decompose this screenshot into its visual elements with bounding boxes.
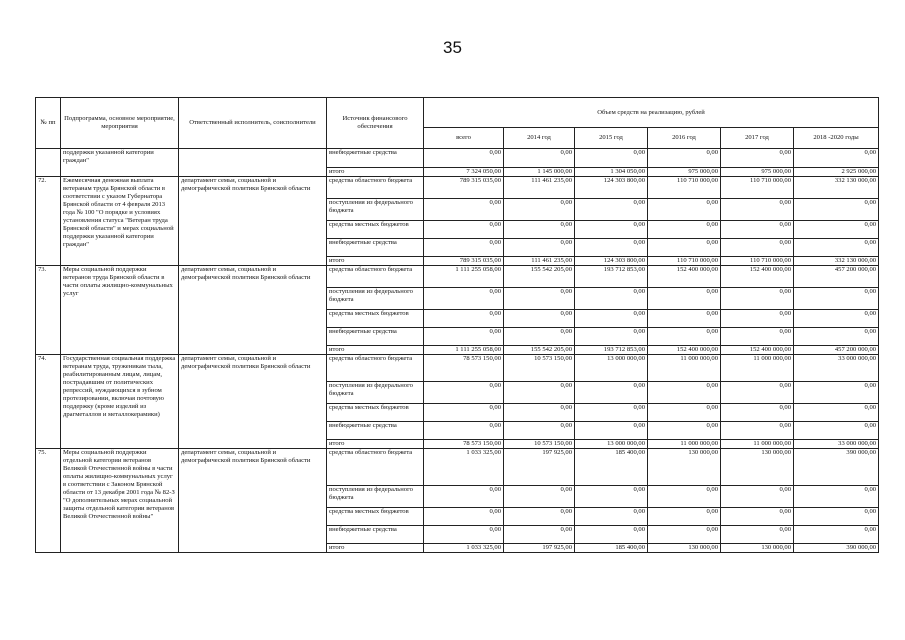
source-cell: итого [327, 168, 424, 177]
value-cell: 0,00 [794, 486, 879, 508]
value-cell: 0,00 [575, 328, 648, 346]
value-cell: 0,00 [504, 239, 575, 257]
value-cell: 0,00 [504, 486, 575, 508]
item-executor: департамент семьи, социальной и демографической политики Брянской области [179, 177, 327, 266]
value-cell: 0,00 [794, 199, 879, 221]
value-cell: 152 400 000,00 [721, 266, 794, 288]
value-cell: 0,00 [648, 288, 721, 310]
table-row [36, 449, 879, 486]
value-cell: 0,00 [794, 149, 879, 168]
value-cell: 1 033 325,00 [424, 544, 504, 553]
value-cell: 0,00 [648, 199, 721, 221]
source-cell: внебюджетные средства [327, 149, 424, 168]
value-cell: 0,00 [794, 239, 879, 257]
value-cell: 390 000,00 [794, 544, 879, 553]
value-cell: 33 000 000,00 [794, 355, 879, 382]
value-cell: 0,00 [575, 310, 648, 328]
value-cell: 152 400 000,00 [648, 266, 721, 288]
item-program: Меры социальной поддержки ветеранов труда Брянской области в части оплаты жилищно-коммунальных услуг [61, 266, 179, 355]
header-source: Источник финансового обеспечения [327, 98, 424, 149]
value-cell: 0,00 [648, 486, 721, 508]
value-cell: 0,00 [794, 221, 879, 239]
value-cell: 0,00 [504, 199, 575, 221]
source-cell: средства местных бюджетов [327, 404, 424, 422]
value-cell: 0,00 [648, 404, 721, 422]
header-volume: Объем средств на реализацию, рублей [424, 98, 879, 128]
value-cell: 0,00 [424, 404, 504, 422]
value-cell: 33 000 000,00 [794, 440, 879, 449]
value-cell: 0,00 [504, 526, 575, 544]
source-cell: средства местных бюджетов [327, 508, 424, 526]
value-cell: 0,00 [648, 221, 721, 239]
header-year: всего [424, 128, 504, 149]
value-cell: 0,00 [424, 310, 504, 328]
value-cell: 0,00 [721, 328, 794, 346]
value-cell: 152 400 000,00 [721, 346, 794, 355]
budget-table [35, 97, 879, 553]
value-cell: 0,00 [575, 239, 648, 257]
value-cell: 155 542 205,00 [504, 266, 575, 288]
value-cell: 110 710 000,00 [648, 257, 721, 266]
value-cell: 0,00 [648, 149, 721, 168]
header-no: № пп [36, 98, 61, 149]
value-cell: 457 200 000,00 [794, 266, 879, 288]
value-cell: 789 315 035,00 [424, 257, 504, 266]
value-cell: 124 303 800,00 [575, 257, 648, 266]
value-cell: 130 000,00 [721, 449, 794, 486]
value-cell: 0,00 [794, 288, 879, 310]
value-cell: 0,00 [424, 382, 504, 404]
value-cell: 0,00 [794, 526, 879, 544]
table-row [36, 266, 879, 288]
source-cell: итого [327, 440, 424, 449]
value-cell: 130 000,00 [648, 449, 721, 486]
header-year: 2017 год [721, 128, 794, 149]
item-program: Меры социальной поддержки отдельной категории ветеранов Великой Отечественной войны в части оплаты жилищно-коммунальных услуг в соответствии с Законом Брянской области от 13 декабря 2001 года № 82-З "О дополнительных мерах социальной защиты отдельной категории ветеранов Великой Отечественной войны" [61, 449, 179, 553]
value-cell: 193 712 853,00 [575, 346, 648, 355]
value-cell: 11 000 000,00 [648, 355, 721, 382]
value-cell: 0,00 [575, 508, 648, 526]
source-cell: итого [327, 544, 424, 553]
value-cell: 0,00 [721, 199, 794, 221]
value-cell: 0,00 [504, 382, 575, 404]
value-cell: 185 400,00 [575, 544, 648, 553]
value-cell: 0,00 [794, 422, 879, 440]
source-cell: итого [327, 257, 424, 266]
value-cell: 789 315 035,00 [424, 177, 504, 199]
value-cell: 975 000,00 [721, 168, 794, 177]
value-cell: 0,00 [575, 149, 648, 168]
table-row [36, 355, 879, 382]
header-year: 2014 год [504, 128, 575, 149]
value-cell: 10 573 150,00 [504, 355, 575, 382]
value-cell: 0,00 [575, 486, 648, 508]
value-cell: 110 710 000,00 [721, 177, 794, 199]
source-cell: поступления из федерального бюджета [327, 288, 424, 310]
value-cell: 0,00 [721, 486, 794, 508]
value-cell: 332 130 000,00 [794, 257, 879, 266]
source-cell: внебюджетные средства [327, 239, 424, 257]
value-cell: 10 573 150,00 [504, 440, 575, 449]
value-cell: 78 573 150,00 [424, 355, 504, 382]
value-cell: 1 111 255 058,00 [424, 266, 504, 288]
value-cell: 0,00 [504, 288, 575, 310]
source-cell: поступления из федерального бюджета [327, 382, 424, 404]
value-cell: 130 000,00 [648, 544, 721, 553]
value-cell: 0,00 [721, 382, 794, 404]
value-cell: 1 145 000,00 [504, 168, 575, 177]
value-cell: 0,00 [648, 526, 721, 544]
item-executor [179, 149, 327, 177]
value-cell: 11 000 000,00 [721, 355, 794, 382]
value-cell: 0,00 [575, 526, 648, 544]
value-cell: 0,00 [424, 199, 504, 221]
value-cell: 0,00 [424, 526, 504, 544]
value-cell: 110 710 000,00 [648, 177, 721, 199]
value-cell: 0,00 [424, 288, 504, 310]
header-year: 2015 год [575, 128, 648, 149]
item-number: 75. [36, 449, 61, 553]
value-cell: 2 925 000,00 [794, 168, 879, 177]
item-number: 73. [36, 266, 61, 355]
value-cell: 0,00 [575, 221, 648, 239]
value-cell: 130 000,00 [721, 544, 794, 553]
header-year: 2016 год [648, 128, 721, 149]
value-cell: 0,00 [648, 310, 721, 328]
value-cell: 11 000 000,00 [721, 440, 794, 449]
source-cell: средства местных бюджетов [327, 221, 424, 239]
value-cell: 155 542 205,00 [504, 346, 575, 355]
value-cell: 0,00 [794, 404, 879, 422]
value-cell: 0,00 [424, 149, 504, 168]
value-cell: 0,00 [575, 199, 648, 221]
value-cell: 0,00 [504, 310, 575, 328]
source-cell: средства областного бюджета [327, 355, 424, 382]
value-cell: 13 000 000,00 [575, 440, 648, 449]
value-cell: 0,00 [721, 526, 794, 544]
value-cell: 0,00 [504, 149, 575, 168]
item-executor: департамент семьи, социальной и демографической политики Брянской области [179, 449, 327, 553]
source-cell: внебюджетные средства [327, 526, 424, 544]
value-cell: 0,00 [424, 422, 504, 440]
item-number: 74. [36, 355, 61, 449]
value-cell: 0,00 [721, 288, 794, 310]
source-cell: внебюджетные средства [327, 328, 424, 346]
header-executor: Ответственный исполнитель, соисполнители [179, 98, 327, 149]
value-cell: 0,00 [648, 382, 721, 404]
source-cell: средства областного бюджета [327, 266, 424, 288]
header-year: 2018 -2020 годы [794, 128, 879, 149]
item-executor: департамент семьи, социальной и демографической политики Брянской области [179, 355, 327, 449]
item-number [36, 149, 61, 177]
value-cell: 124 303 800,00 [575, 177, 648, 199]
value-cell: 332 130 000,00 [794, 177, 879, 199]
item-program: поддержки указанной категории граждан" [61, 149, 179, 177]
value-cell: 0,00 [721, 239, 794, 257]
value-cell: 0,00 [504, 221, 575, 239]
value-cell: 0,00 [648, 239, 721, 257]
source-cell: поступления из федерального бюджета [327, 486, 424, 508]
value-cell: 0,00 [424, 508, 504, 526]
value-cell: 0,00 [721, 149, 794, 168]
value-cell: 0,00 [648, 422, 721, 440]
value-cell: 0,00 [721, 310, 794, 328]
item-number: 72. [36, 177, 61, 266]
value-cell: 13 000 000,00 [575, 355, 648, 382]
value-cell: 975 000,00 [648, 168, 721, 177]
value-cell: 0,00 [794, 328, 879, 346]
value-cell: 7 324 050,00 [424, 168, 504, 177]
value-cell: 193 712 853,00 [575, 266, 648, 288]
value-cell: 185 400,00 [575, 449, 648, 486]
value-cell: 390 000,00 [794, 449, 879, 486]
value-cell: 1 111 255 058,00 [424, 346, 504, 355]
value-cell: 0,00 [424, 486, 504, 508]
value-cell: 197 925,00 [504, 449, 575, 486]
value-cell: 0,00 [424, 328, 504, 346]
table-row [36, 149, 879, 168]
value-cell: 0,00 [424, 239, 504, 257]
value-cell: 197 925,00 [504, 544, 575, 553]
value-cell: 152 400 000,00 [648, 346, 721, 355]
value-cell: 111 461 235,00 [504, 177, 575, 199]
value-cell: 0,00 [721, 508, 794, 526]
item-executor: департамент семьи, социальной и демографической политики Брянской области [179, 266, 327, 355]
value-cell: 1 033 325,00 [424, 449, 504, 486]
page-number: 35 [443, 38, 462, 57]
value-cell: 110 710 000,00 [721, 257, 794, 266]
value-cell: 0,00 [504, 508, 575, 526]
value-cell: 0,00 [504, 328, 575, 346]
header-program: Подпрограмма, основное мероприятие, мероприятия [61, 98, 179, 149]
value-cell: 457 200 000,00 [794, 346, 879, 355]
value-cell: 0,00 [504, 422, 575, 440]
value-cell: 0,00 [648, 508, 721, 526]
value-cell: 0,00 [721, 404, 794, 422]
source-cell: внебюджетные средства [327, 422, 424, 440]
value-cell: 0,00 [648, 328, 721, 346]
value-cell: 78 573 150,00 [424, 440, 504, 449]
value-cell: 0,00 [794, 310, 879, 328]
value-cell: 0,00 [575, 422, 648, 440]
value-cell: 0,00 [504, 404, 575, 422]
value-cell: 1 304 050,00 [575, 168, 648, 177]
source-cell: итого [327, 346, 424, 355]
value-cell: 0,00 [575, 382, 648, 404]
item-program: Ежемесячная денежная выплата ветеранам труда Брянской области в соответствии с указом Губернатора Брянской области от 4 февраля 2013 года № 100 "О порядке и условиях установления статуса "Ветеран труда Брянской области" и мерах социальной поддержки указанной категории граждан" [61, 177, 179, 266]
value-cell: 11 000 000,00 [648, 440, 721, 449]
source-cell: средства областного бюджета [327, 449, 424, 486]
value-cell: 0,00 [575, 404, 648, 422]
value-cell: 0,00 [721, 422, 794, 440]
value-cell: 0,00 [424, 221, 504, 239]
value-cell: 0,00 [721, 221, 794, 239]
source-cell: средства местных бюджетов [327, 310, 424, 328]
value-cell: 0,00 [794, 508, 879, 526]
item-program: Государственная социальная поддержка ветеранам труда, труженикам тыла, реабилитированным лицам, лицам, пострадавшим от политических репрессий, нуждающихся в зубном протезировании, включая почтовую поддержку (кроме изделий из драгметаллов и металлокерамики) [61, 355, 179, 449]
value-cell: 0,00 [575, 288, 648, 310]
source-cell: средства областного бюджета [327, 177, 424, 199]
value-cell: 0,00 [794, 382, 879, 404]
table-row [36, 177, 879, 199]
source-cell: поступления из федерального бюджета [327, 199, 424, 221]
value-cell: 111 461 235,00 [504, 257, 575, 266]
